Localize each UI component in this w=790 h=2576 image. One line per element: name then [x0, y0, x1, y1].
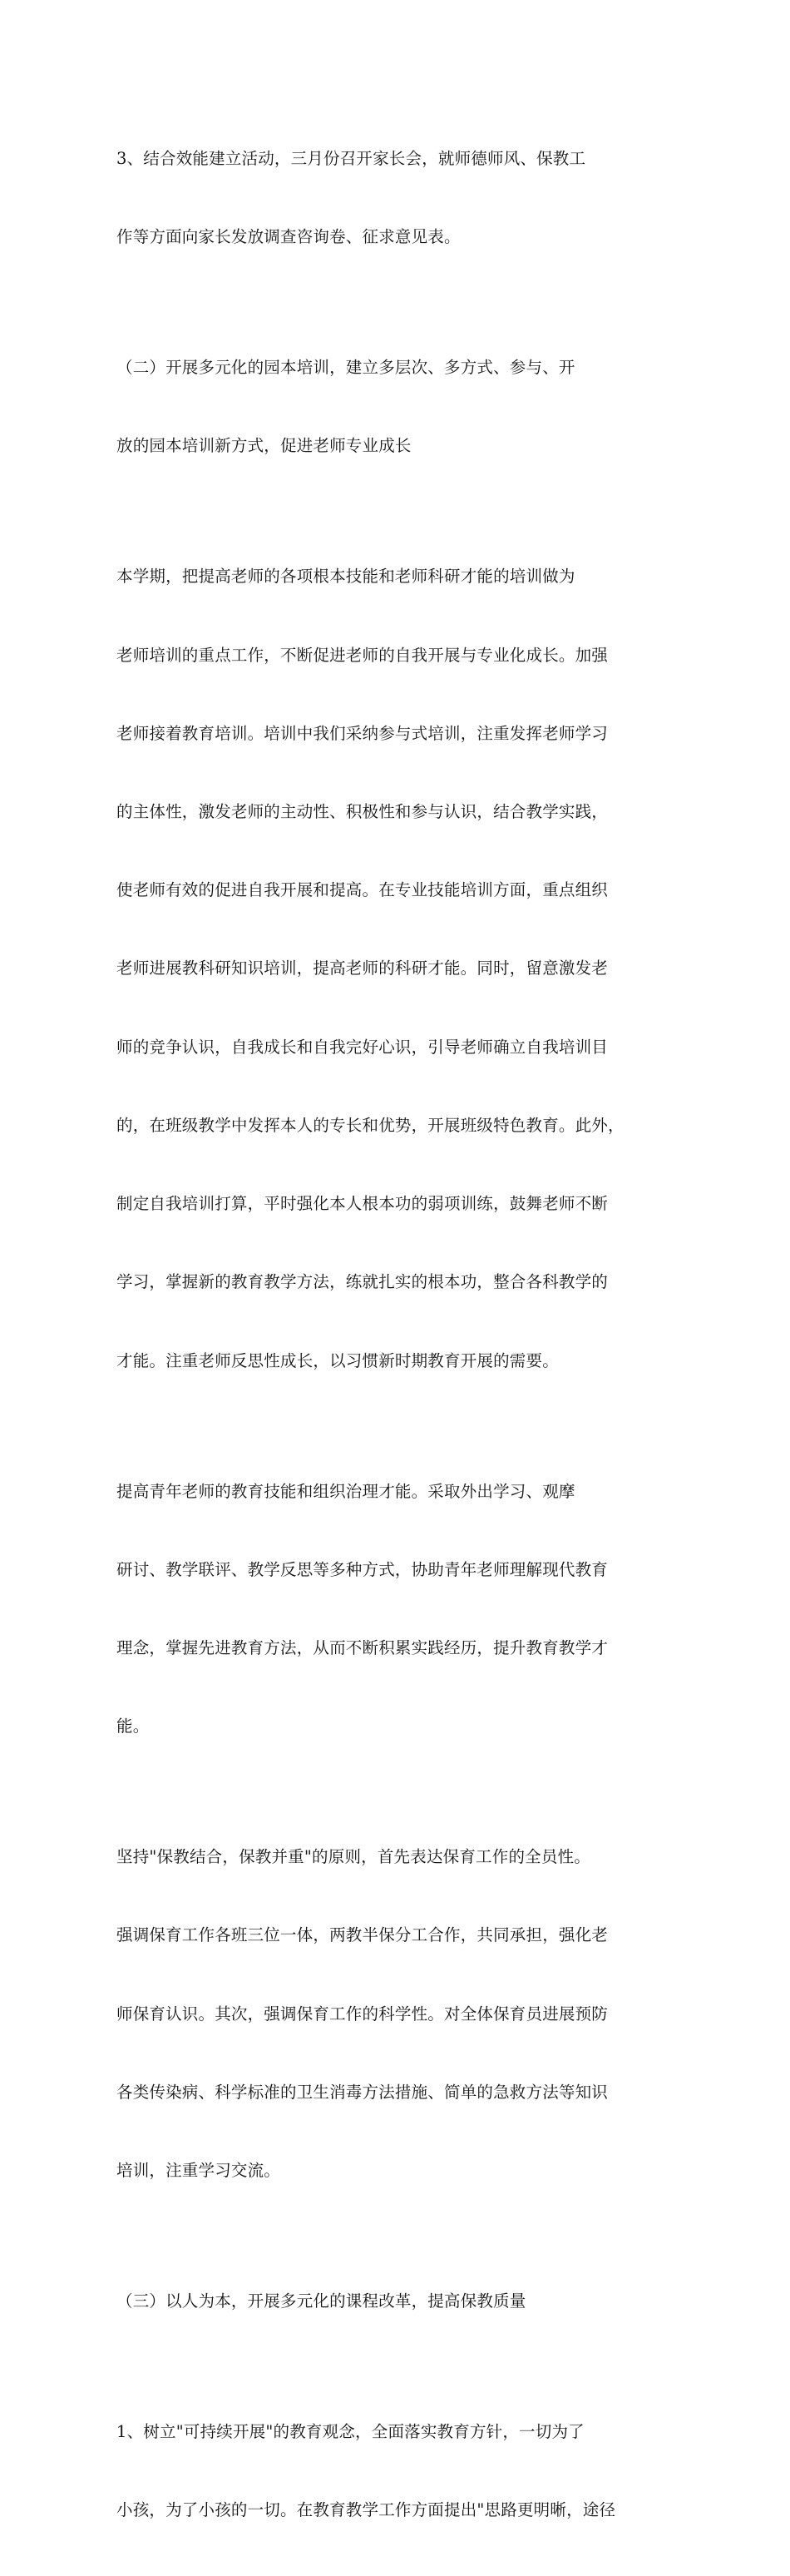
text-line: 老师进展教科研知识培训，提高老师的科研才能。同时，留意激发老 [116, 959, 609, 978]
text-line: 师的竞争认识，自我成长和自我完好心识，引导老师确立自我培训目 [116, 1037, 609, 1057]
paragraph-1 [116, 93, 679, 302]
text-line: 老师接着教育培训。培训中我们采纳参与式培训，注重发挥老师学习 [116, 723, 609, 743]
text-line: 理念，掌握先进教育方法，从而不断积累实践经历，提升教育教学才 [116, 1637, 609, 1657]
text-line: 学习，掌握新的教育教学方法，练就扎实的根本功，整合各科教学的 [116, 1272, 609, 1292]
text-line: 3、结合效能建立活动，三月份召开家长会，就师德师风、保教工 [116, 148, 586, 168]
section-heading-3 [116, 2236, 679, 2366]
text-line: 的主体性，激发老师的主动性、积极性和参与认识，结合教学实践， [116, 801, 609, 821]
text-line: 提高青年老师的教育技能和组织治理才能。采取外出学习、观摩 [116, 1481, 575, 1501]
text-line: 培训，注重学习交流。 [116, 2161, 281, 2181]
paragraph-5 [116, 1791, 679, 2236]
text-line: 能。 [116, 1717, 150, 1736]
document-body [116, 93, 679, 2576]
text-line: （二）开展多元化的园本培训，建立多层次、多方式、参与、开 [116, 358, 575, 378]
text-line: 强调保育工作各班三位一体，两教半保分工合作，共同承担，强化老 [116, 1925, 609, 1945]
text-line: 本学期，把提高老师的各项根本技能和老师科研才能的培训做为 [116, 567, 575, 587]
text-line: 才能。注重老师反思性成长，以习惯新时期教育开展的需要。 [116, 1350, 559, 1370]
text-line: 制定自我培训打算，平时强化本人根本功的弱项训练，鼓舞老师不断 [116, 1194, 609, 1214]
text-line: （三）以人为本，开展多元化的课程改革，提高保教质量 [116, 2291, 526, 2311]
text-line: 小孩，为了小孩的一切。在教育教学工作方面提出"思路更明晰，途径 [116, 2500, 616, 2520]
text-line: 坚持"保教结合，保教并重"的原则，首先表达保育工作的全员性。 [116, 1847, 590, 1867]
section-heading-2 [116, 302, 679, 511]
text-line: 师保育认识。其次，强调保育工作的科学性。对全体保育员进展预防 [116, 2004, 609, 2024]
text-line: 各类传染病、科学标准的卫生消毒方法措施、简单的急救方法等知识 [116, 2082, 609, 2102]
paragraph-7 [116, 2366, 679, 2575]
text-line: 放的园本培训新方式，促进老师专业成长 [116, 436, 412, 456]
paragraph-3 [116, 512, 679, 1426]
text-line: 老师培训的重点工作，不断促进老师的自我开展与专业化成长。加强 [116, 645, 609, 665]
text-line: 使老师有效的促进自我开展和提高。在专业技能培训方面，重点组织 [116, 880, 609, 900]
text-line: 研讨、教学联评、教学反思等多种方式，协助青年老师理解现代教育 [116, 1559, 609, 1579]
text-line: 作等方面向家长发放调查咨询卷、征求意见表。 [116, 227, 461, 247]
text-line: 1、树立"可持续开展"的教育观念，全面落实教育方针，一切为了 [116, 2422, 585, 2442]
paragraph-4 [116, 1426, 679, 1792]
text-line: 的，在班级教学中发挥本人的专长和优势，开展班级特色教育。此外， [116, 1115, 625, 1135]
